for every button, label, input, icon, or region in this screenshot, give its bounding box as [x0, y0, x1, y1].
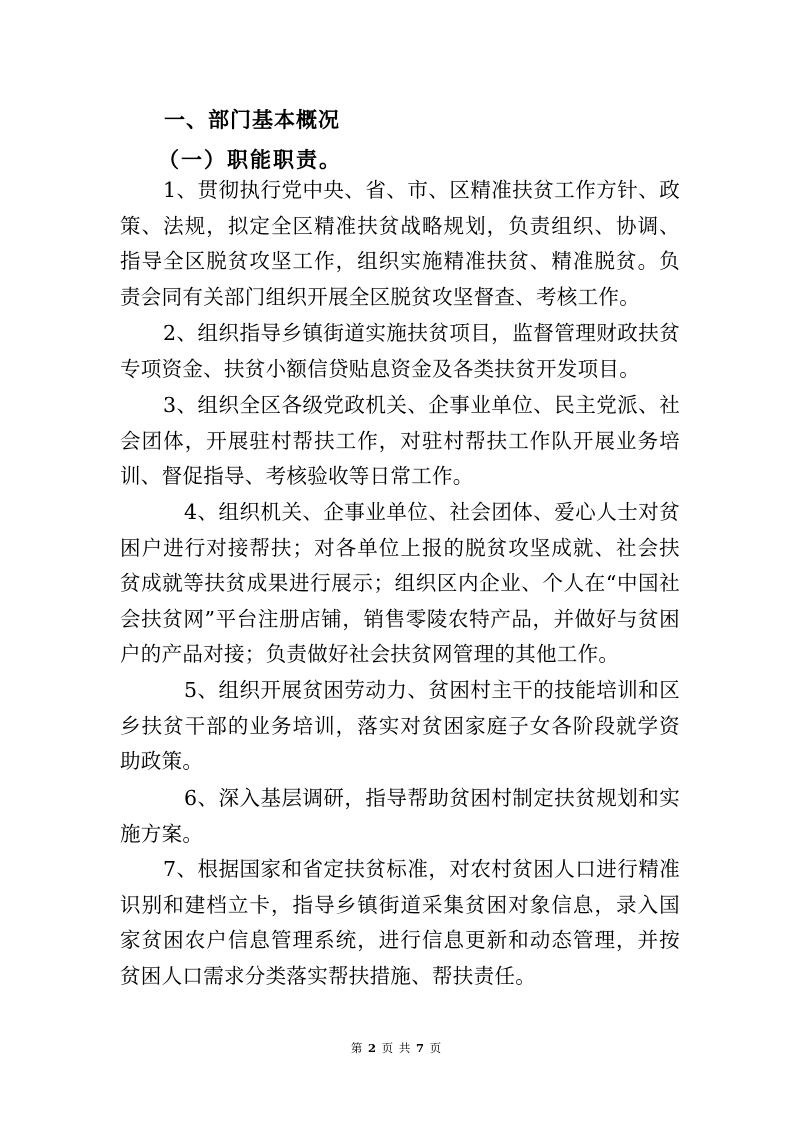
- footer-suffix: 页: [429, 1041, 443, 1055]
- page-footer: [0, 1040, 793, 1056]
- section-heading: 一、部门基本概况: [164, 108, 340, 132]
- duty-paragraph-4: 4、组织机关、企事业单位、社会团体、爱心人士对贫困户进行对接帮扶；对各单位上报的脱贫攻坚成就、社会扶贫成就等扶贫成果进行展示；组织区内企业、个人在“中国社会扶贫网”平台注册店铺，销售零陵农特产品，并做好与贫困户的产品对接；负责做好社会扶贫网管理的其他工作。: [120, 500, 680, 666]
- duty-paragraph-6: 6、深入基层调研，指导帮助贫困村制定扶贫规划和实施方案。: [120, 786, 680, 846]
- footer-middle: 页 共: [381, 1041, 412, 1055]
- duty-paragraph-3: 3、组织全区各级党政机关、企事业单位、民主党派、社会团体，开展驻村帮扶工作，对驻村帮扶工作队开展业务培训、督促指导、考核验收等日常工作。: [120, 393, 680, 488]
- total-page-count: 7: [415, 1041, 425, 1055]
- duty-paragraph-5: 5、组织开展贫困劳动力、贫困村主干的技能培训和区乡扶贫干部的业务培训，落实对贫困家庭子女各阶段就学资助政策。: [120, 678, 680, 773]
- duty-paragraph-7: 7、根据国家和省定扶贫标准，对农村贫困人口进行精准识别和建档立卡，指导乡镇街道采集贫困对象信息，录入国家贫困农户信息管理系统，进行信息更新和动态管理，并按贫困人口需求分类落实帮扶措施、帮扶责任。: [120, 857, 680, 988]
- current-page-number: 2: [368, 1041, 378, 1055]
- subsection-heading: （一）职能职责。: [158, 148, 342, 172]
- duty-paragraph-1: 1、贯彻执行党中央、省、市、区精准扶贫工作方针、政策、法规，拟定全区精准扶贫战略规划，负责组织、协调、指导全区脱贫攻坚工作，组织实施精准扶贫、精准脱贫。负责会同有关部门组织开展全区脱贫攻坚督查、考核工作。: [120, 178, 680, 309]
- duty-paragraph-2: 2、组织指导乡镇街道实施扶贫项目，监督管理财政扶贫专项资金、扶贫小额信贷贴息资金及各类扶贫开发项目。: [120, 321, 680, 381]
- footer-prefix: 第: [350, 1041, 364, 1055]
